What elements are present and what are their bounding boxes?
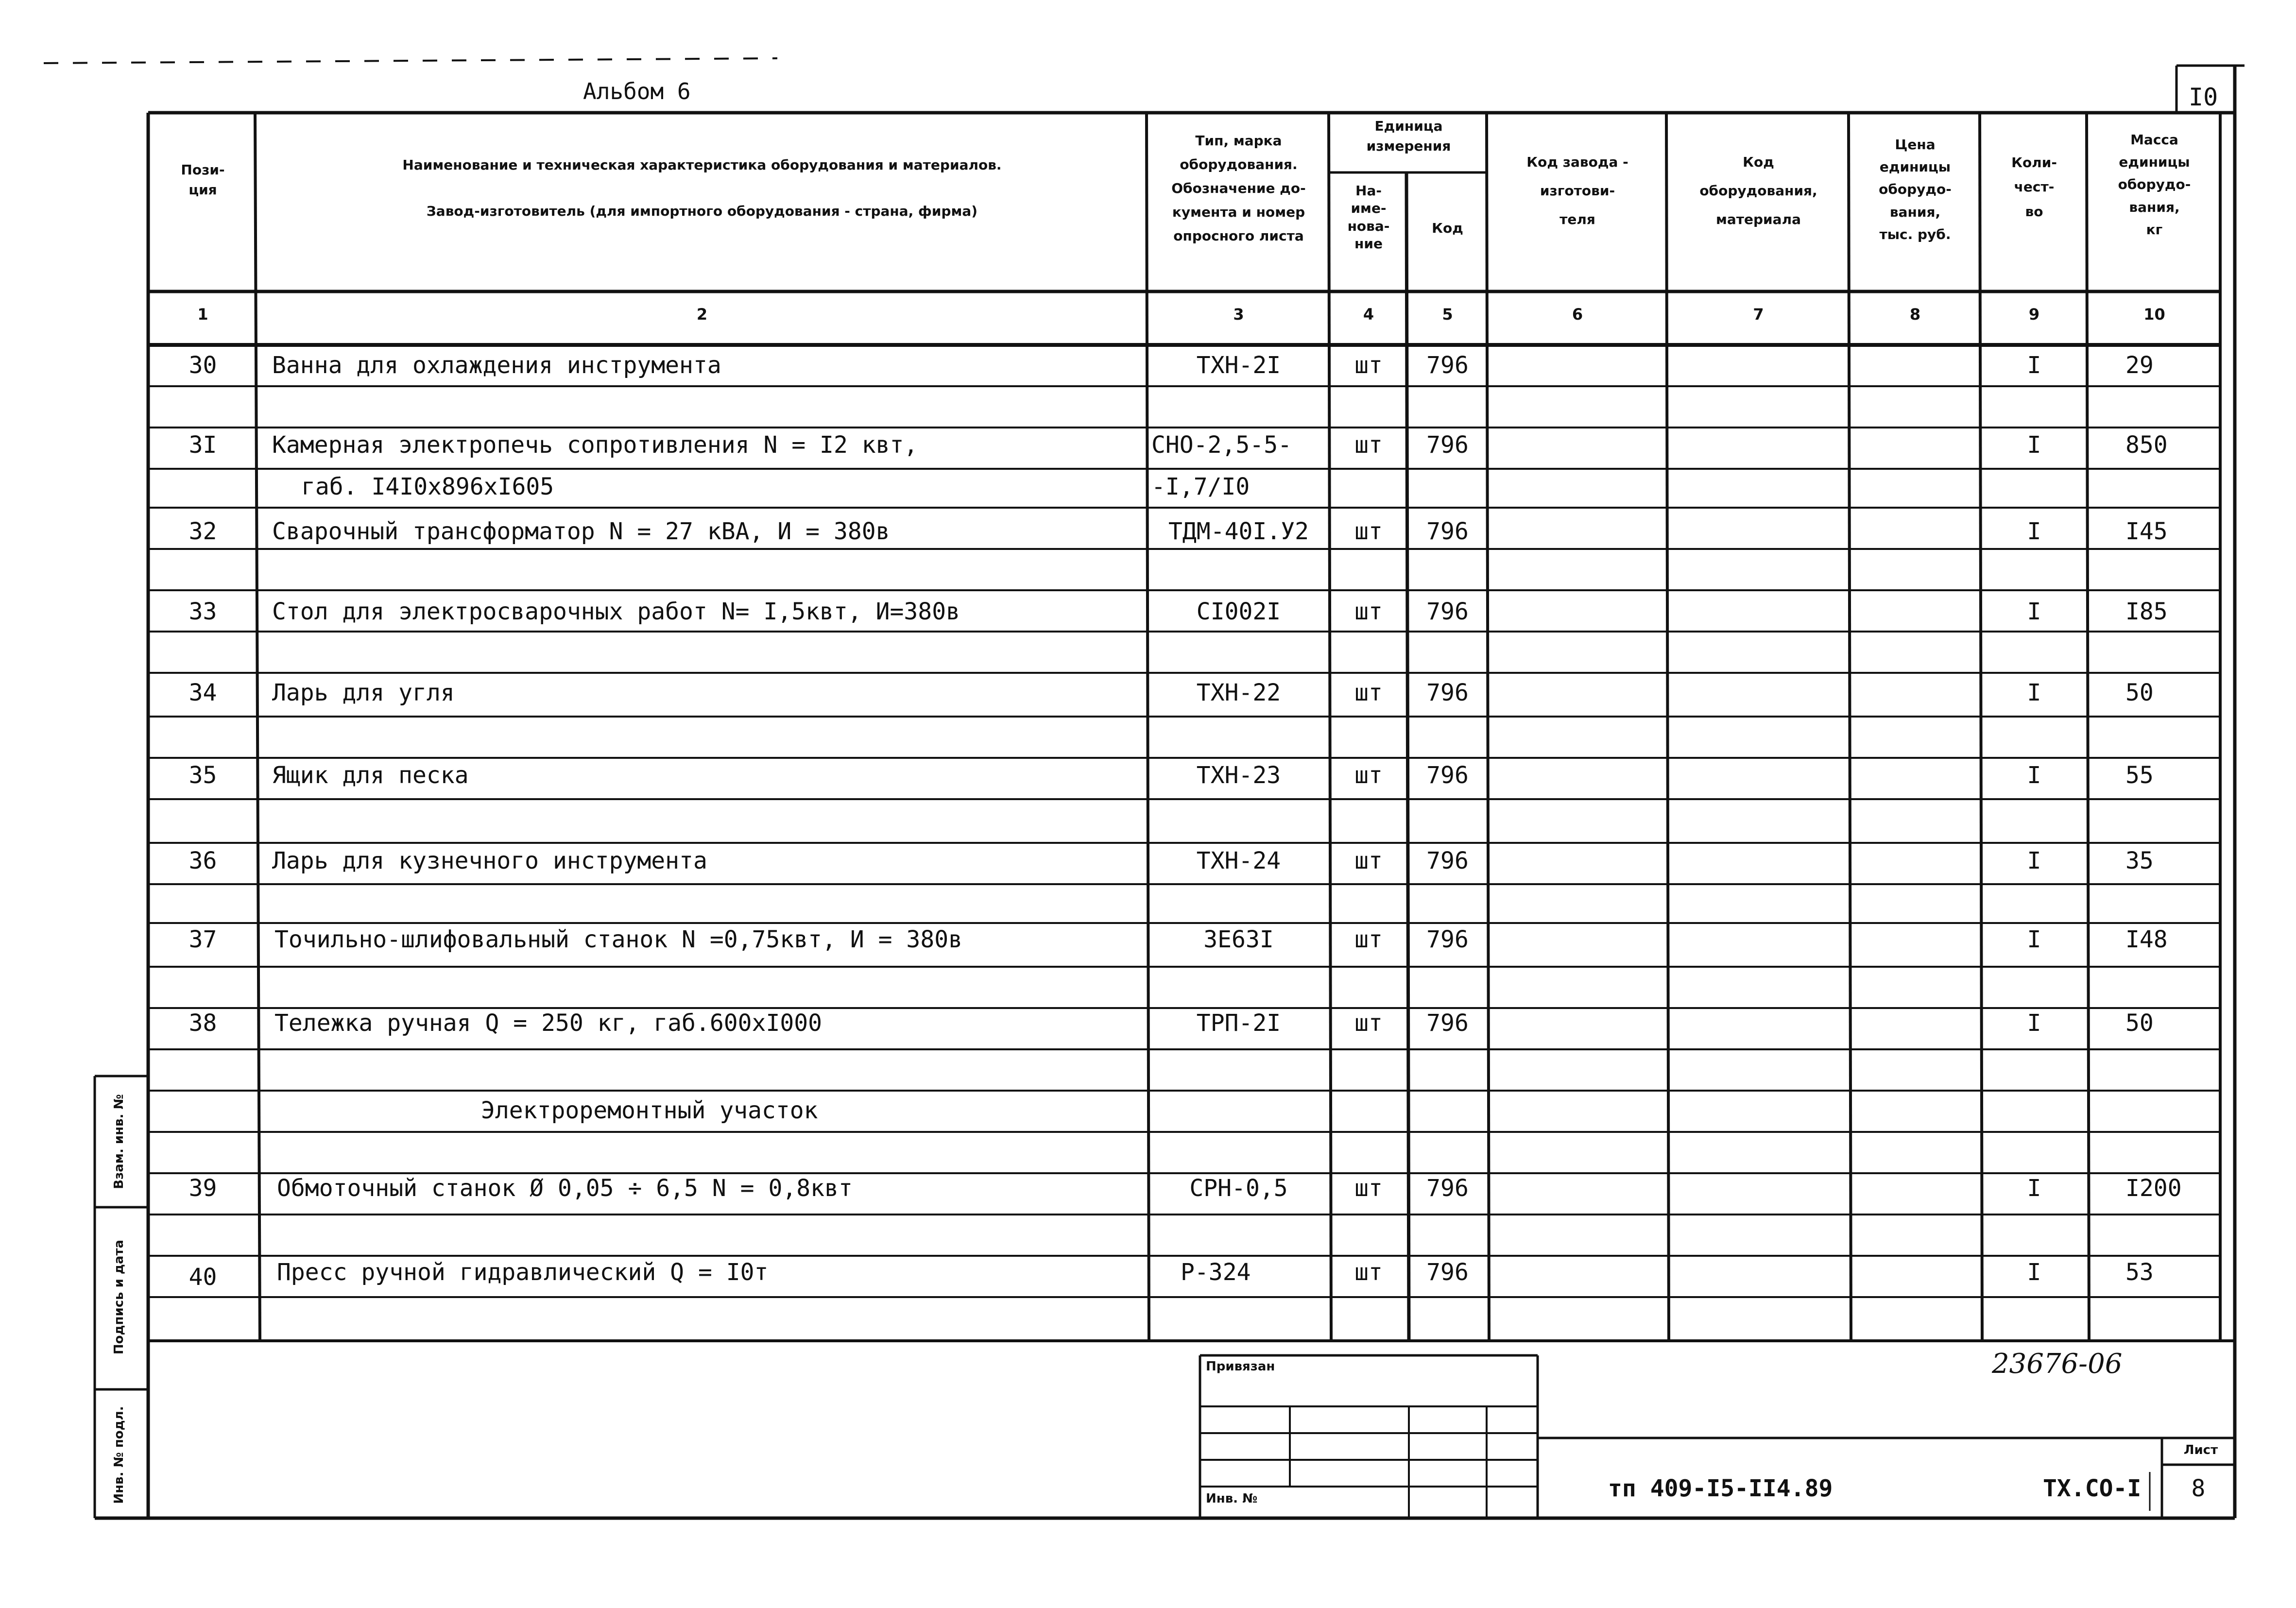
row-type: Р-324 <box>1181 1259 1251 1286</box>
row-unit: шт <box>1354 762 1383 789</box>
page-number-top: I0 <box>2189 83 2218 111</box>
table-row <box>0 764 2296 793</box>
row-type: ТХН-23 <box>1196 762 1281 789</box>
row-position: 30 <box>188 352 217 379</box>
row-name: Сварочный трансформатор N = 27 кВА, И = 380в <box>272 518 890 545</box>
header-mass: Масса единицы оборудо- вания, кг <box>2118 132 2191 238</box>
row-unit: шт <box>1354 352 1383 379</box>
row-quantity: I <box>2027 431 2041 459</box>
row-position: 40 <box>188 1264 217 1291</box>
colnum-2: 2 <box>696 305 708 324</box>
header-price: Цена единицы оборудо- вания, тыс. руб. <box>1879 137 1952 242</box>
row-type: СI002I <box>1196 598 1281 625</box>
row-type: СНО-2,5-5- <box>1151 431 1292 459</box>
album-label: Альбом 6 <box>583 78 691 104</box>
row-type: 3Е63I <box>1203 926 1274 953</box>
row-name: Ящик для песка <box>272 762 469 789</box>
sheet-number: 8 <box>2191 1475 2206 1502</box>
header-type: Тип, марка оборудования. Обозначение до- кумента и номер опросного листа <box>1171 133 1306 244</box>
row-quantity: I <box>2027 598 2041 625</box>
row-mass: 55 <box>2125 762 2154 789</box>
row-unit-code: 796 <box>1426 1009 1469 1037</box>
row-position: 35 <box>188 762 217 789</box>
row-type-continuation: -I,7/I0 <box>1151 473 1250 500</box>
row-unit: шт <box>1354 598 1383 625</box>
row-mass: 29 <box>2125 352 2154 379</box>
table-row <box>0 1177 2296 1206</box>
row-position: 3I <box>188 431 217 459</box>
row-unit: шт <box>1354 1175 1383 1202</box>
header-factory-code: Код завода - изготови- теля <box>1526 154 1628 227</box>
side-label-podpis: Подпись и дата <box>112 1239 126 1355</box>
row-position: 32 <box>188 518 217 545</box>
handwritten-number: 23676-06 <box>1992 1348 2123 1380</box>
row-mass: 50 <box>2125 679 2154 706</box>
colnum-10: 10 <box>2143 305 2165 324</box>
header-name-line1: Наименование и техническая характеристика оборудования и материалов. <box>402 157 1002 173</box>
sheet-label: Лист <box>2183 1443 2218 1457</box>
table-row <box>0 433 2296 462</box>
row-position: 34 <box>188 679 217 706</box>
row-unit-code: 796 <box>1426 431 1469 459</box>
row-unit-code: 796 <box>1426 1259 1469 1286</box>
colnum-3: 3 <box>1233 305 1244 324</box>
table-row <box>0 520 2296 549</box>
table-row <box>0 1011 2296 1041</box>
row-mass: 53 <box>2125 1259 2154 1286</box>
row-position: 38 <box>188 1009 217 1037</box>
row-name: Пресс ручной гидравлический Q = I0т <box>277 1259 769 1286</box>
row-quantity: I <box>2027 679 2041 706</box>
header-position: Пози- ция <box>181 162 225 198</box>
row-position: 33 <box>188 598 217 625</box>
row-mass: I200 <box>2125 1175 2182 1202</box>
row-name: Точильно-шлифовальный станок N =0,75квт, И = 380в <box>274 926 963 953</box>
row-unit-code: 796 <box>1426 926 1469 953</box>
table-row <box>0 928 2296 957</box>
row-type: ТХН-22 <box>1196 679 1281 706</box>
row-unit-code: 796 <box>1426 518 1469 545</box>
table-row <box>0 681 2296 710</box>
row-unit: шт <box>1354 518 1383 545</box>
row-mass: 50 <box>2125 1009 2154 1037</box>
stamp-inv-no: Инв. № <box>1206 1491 1258 1506</box>
row-name: Стол для электросварочных работ N= I,5квт, И=380в <box>272 598 960 625</box>
colnum-1: 1 <box>197 305 208 324</box>
row-name-continuation: габ. I4I0х896хI605 <box>301 473 554 500</box>
row-quantity: I <box>2027 1259 2041 1286</box>
side-label-vzam: Взам. инв. № <box>112 1094 126 1189</box>
header-equipment-code: Код оборудования, материала <box>1699 154 1817 227</box>
row-type: ТРП-2I <box>1196 1009 1281 1037</box>
row-mass: I45 <box>2125 518 2168 545</box>
sheet-code: ТХ.СО-I <box>2043 1475 2142 1502</box>
row-quantity: I <box>2027 1175 2041 1202</box>
row-unit-code: 796 <box>1426 352 1469 379</box>
row-unit-code: 796 <box>1426 762 1469 789</box>
document-code: тп 409-I5-II4.89 <box>1608 1475 1833 1502</box>
row-position: 39 <box>188 1175 217 1202</box>
table-row <box>0 849 2296 878</box>
colnum-6: 6 <box>1572 305 1583 324</box>
row-type: ТХН-24 <box>1196 847 1281 874</box>
row-name: Ванна для охлаждения инструмента <box>272 352 721 379</box>
row-mass: 35 <box>2125 847 2154 874</box>
header-name-line2: Завод-изготовитель (для импортного оборудования - страна, фирма) <box>426 203 978 219</box>
header-quantity: Коли- чест- во <box>2011 154 2057 220</box>
row-name: Обмоточный станок Ø 0,05 ÷ 6,5 N = 0,8квт <box>277 1175 853 1202</box>
row-unit-code: 796 <box>1426 1175 1469 1202</box>
row-unit-code: 796 <box>1426 847 1469 874</box>
row-mass: I48 <box>2125 926 2168 953</box>
row-unit: шт <box>1354 1009 1383 1037</box>
row-quantity: I <box>2027 847 2041 874</box>
row-position: 37 <box>188 926 217 953</box>
header-unit-code: Код <box>1432 220 1463 236</box>
section-title: Электроремонтный участок <box>481 1097 818 1124</box>
colnum-9: 9 <box>2028 305 2040 324</box>
row-type: СРН-0,5 <box>1189 1175 1288 1202</box>
row-unit: шт <box>1354 679 1383 706</box>
row-unit: шт <box>1354 431 1383 459</box>
row-name: Камерная электропечь сопротивления N = I2 квт, <box>272 431 918 459</box>
row-quantity: I <box>2027 926 2041 953</box>
row-mass: I85 <box>2125 598 2168 625</box>
row-unit-code: 796 <box>1426 679 1469 706</box>
table-row <box>0 600 2296 629</box>
header-unit-name: На- име- нова- ние <box>1347 183 1390 252</box>
side-label-inv-podl: Инв. № подл. <box>112 1406 126 1504</box>
colnum-7: 7 <box>1753 305 1764 324</box>
row-name: Тележка ручная Q = 250 кг, габ.600хI000 <box>274 1009 822 1037</box>
table-row <box>0 354 2296 383</box>
header-unit-group: Единица измерения <box>1366 118 1451 154</box>
row-name: Ларь для кузнечного инструмента <box>272 847 707 874</box>
row-unit-code: 796 <box>1426 598 1469 625</box>
row-quantity: I <box>2027 1009 2041 1037</box>
row-mass: 850 <box>2125 431 2168 459</box>
row-position: 36 <box>188 847 217 874</box>
row-quantity: I <box>2027 762 2041 789</box>
row-name: Ларь для угля <box>272 679 455 706</box>
table-row <box>0 1261 2296 1290</box>
row-quantity: I <box>2027 352 2041 379</box>
colnum-5: 5 <box>1442 305 1453 324</box>
row-type: ТДМ-40I.У2 <box>1168 518 1309 545</box>
colnum-4: 4 <box>1363 305 1374 324</box>
colnum-8: 8 <box>1909 305 1921 324</box>
stamp-privyazan: Привязан <box>1206 1359 1275 1374</box>
row-type: ТХН-2I <box>1196 352 1281 379</box>
row-quantity: I <box>2027 518 2041 545</box>
row-unit: шт <box>1354 847 1383 874</box>
row-unit: шт <box>1354 926 1383 953</box>
row-unit: шт <box>1354 1259 1383 1286</box>
